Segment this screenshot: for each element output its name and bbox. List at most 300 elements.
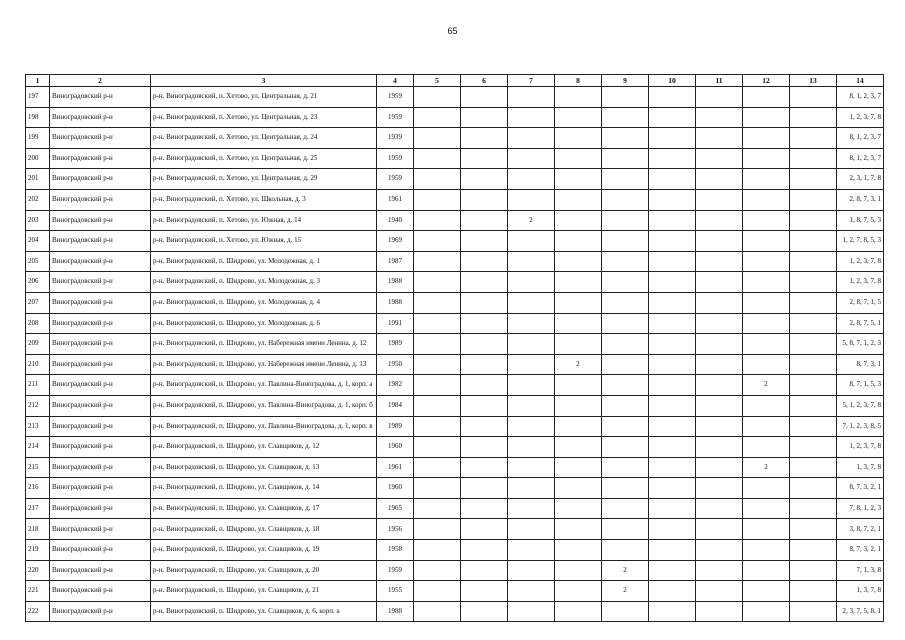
address-cell: р-н. Виноградовский, п. Шидрово, ул. Молодежная, д. 6 [151, 313, 377, 334]
row-number-cell: 219 [26, 540, 50, 561]
column-14-cell: 2, 8, 7, 3, 1 [837, 189, 884, 210]
column-12-cell [743, 169, 790, 190]
column-11-cell [696, 354, 743, 375]
district-cell: Виноградовский р-н [50, 128, 151, 149]
column-13-cell [790, 189, 837, 210]
column-8-cell [555, 251, 602, 272]
column-5-cell [414, 354, 461, 375]
column-7-cell [508, 313, 555, 334]
column-9-cell [602, 189, 649, 210]
table-row [26, 272, 884, 293]
year-cell: 1987 [377, 251, 414, 272]
column-7-cell [508, 334, 555, 355]
column-13-cell [790, 416, 837, 437]
column-8-cell [555, 87, 602, 108]
column-6-cell [461, 128, 508, 149]
row-number-cell: 216 [26, 478, 50, 499]
column-9-cell [602, 354, 649, 375]
table-row [26, 210, 884, 231]
column-6-cell [461, 519, 508, 540]
row-number-cell: 204 [26, 231, 50, 252]
address-cell: р-н. Виноградовский, п. Хетово, ул. Центральная, д. 23 [151, 107, 377, 128]
row-number-cell: 221 [26, 581, 50, 602]
column-14-cell: 3, 8, 7, 2, 1 [837, 519, 884, 540]
address-cell: р-н. Виноградовский, п. Шидрово, ул. Славщиков, д. 12 [151, 437, 377, 458]
page-number: 65 [447, 26, 458, 36]
year-cell: 1989 [377, 416, 414, 437]
column-10-cell [649, 519, 696, 540]
column-10-cell [649, 416, 696, 437]
column-5-cell [414, 231, 461, 252]
table-row [26, 313, 884, 334]
column-10-cell [649, 210, 696, 231]
column-9-cell [602, 231, 649, 252]
column-9-cell [602, 128, 649, 149]
year-cell: 1984 [377, 395, 414, 416]
column-13-cell [790, 231, 837, 252]
column-11-cell [696, 601, 743, 622]
column-7-cell [508, 375, 555, 396]
year-cell: 1959 [377, 169, 414, 190]
column-12-cell [743, 210, 790, 231]
column-13-cell [790, 375, 837, 396]
column-6-cell [461, 354, 508, 375]
column-14-cell: 5, 1, 2, 3, 7, 8 [837, 395, 884, 416]
column-13-cell [790, 334, 837, 355]
district-cell: Виноградовский р-н [50, 437, 151, 458]
column-7-cell [508, 395, 555, 416]
column-12-cell [743, 601, 790, 622]
row-number-cell: 207 [26, 292, 50, 313]
table-header-row [26, 75, 884, 87]
column-10-cell [649, 189, 696, 210]
register-table [25, 74, 884, 622]
year-cell: 1961 [377, 189, 414, 210]
column-5-cell [414, 437, 461, 458]
column-14-cell: 1, 2, 3, 7, 8 [837, 272, 884, 293]
table-row [26, 334, 884, 355]
column-11-cell [696, 375, 743, 396]
column-header: 3 [151, 75, 377, 87]
district-cell: Виноградовский р-н [50, 148, 151, 169]
column-9-cell [602, 251, 649, 272]
column-12-cell [743, 498, 790, 519]
column-12-cell [743, 148, 790, 169]
district-cell: Виноградовский р-н [50, 231, 151, 252]
column-11-cell [696, 478, 743, 499]
address-cell: р-н. Виноградовский, п. Шидрово, ул. Набережная имени Ленина, д. 13 [151, 354, 377, 375]
column-7-cell [508, 251, 555, 272]
column-header: 5 [414, 75, 461, 87]
column-14-cell: 2, 3, 1, 7, 8 [837, 169, 884, 190]
column-5-cell [414, 148, 461, 169]
column-10-cell [649, 601, 696, 622]
table-row [26, 581, 884, 602]
column-11-cell [696, 292, 743, 313]
column-12-cell [743, 416, 790, 437]
year-cell: 1965 [377, 498, 414, 519]
column-7-cell [508, 560, 555, 581]
district-cell: Виноградовский р-н [50, 457, 151, 478]
column-8-cell [555, 210, 602, 231]
address-cell: р-н. Виноградовский, п. Хетово, ул. Школьная, д. 3 [151, 189, 377, 210]
column-14-cell: 1, 2, 7, 8, 5, 3 [837, 231, 884, 252]
column-10-cell [649, 169, 696, 190]
column-9-cell [602, 478, 649, 499]
column-11-cell [696, 251, 743, 272]
district-cell: Виноградовский р-н [50, 313, 151, 334]
column-6-cell [461, 292, 508, 313]
column-11-cell [696, 416, 743, 437]
column-7-cell [508, 581, 555, 602]
column-11-cell [696, 87, 743, 108]
column-11-cell [696, 519, 743, 540]
column-header: 10 [649, 75, 696, 87]
column-14-cell: 2, 8, 7, 1, 5 [837, 292, 884, 313]
column-8-cell [555, 334, 602, 355]
column-5-cell [414, 601, 461, 622]
column-9-cell [602, 416, 649, 437]
column-5-cell [414, 560, 461, 581]
address-cell: р-н. Виноградовский, п. Шидрово, ул. Павлина-Виноградова, д. 1, корп. в [151, 416, 377, 437]
column-12-cell [743, 128, 790, 149]
row-number-cell: 220 [26, 560, 50, 581]
column-12-cell [743, 87, 790, 108]
year-cell: 1959 [377, 107, 414, 128]
column-6-cell [461, 560, 508, 581]
column-7-cell [508, 87, 555, 108]
column-12-cell [743, 540, 790, 561]
column-5-cell [414, 107, 461, 128]
column-7-cell [508, 498, 555, 519]
table-row [26, 375, 884, 396]
column-10-cell [649, 395, 696, 416]
row-number-cell: 201 [26, 169, 50, 190]
row-number-cell: 208 [26, 313, 50, 334]
table-row [26, 128, 884, 149]
table-row [26, 251, 884, 272]
column-13-cell [790, 581, 837, 602]
address-cell: р-н. Виноградовский, п. Шидрово, ул. Славщиков, д. 19 [151, 540, 377, 561]
column-9-cell [602, 107, 649, 128]
column-8-cell [555, 169, 602, 190]
table-row [26, 107, 884, 128]
column-7-cell [508, 519, 555, 540]
year-cell: 1961 [377, 457, 414, 478]
column-5-cell [414, 87, 461, 108]
column-14-cell: 5, 8, 7, 1, 2, 3 [837, 334, 884, 355]
column-11-cell [696, 231, 743, 252]
table-row [26, 169, 884, 190]
row-number-cell: 209 [26, 334, 50, 355]
column-6-cell [461, 478, 508, 499]
column-5-cell [414, 375, 461, 396]
column-9-cell [602, 210, 649, 231]
column-header: 7 [508, 75, 555, 87]
column-11-cell [696, 581, 743, 602]
column-10-cell [649, 560, 696, 581]
column-9-cell [602, 292, 649, 313]
column-9-cell [602, 272, 649, 293]
table-row [26, 437, 884, 458]
address-cell: р-н. Виноградовский, п. Хетово, ул. Южная, д. 14 [151, 210, 377, 231]
year-cell: 1940 [377, 210, 414, 231]
column-8-cell [555, 581, 602, 602]
column-12-cell [743, 189, 790, 210]
column-11-cell [696, 540, 743, 561]
row-number-cell: 206 [26, 272, 50, 293]
column-6-cell [461, 148, 508, 169]
column-10-cell [649, 498, 696, 519]
column-13-cell [790, 560, 837, 581]
column-13-cell [790, 169, 837, 190]
column-5-cell [414, 292, 461, 313]
district-cell: Виноградовский р-н [50, 375, 151, 396]
address-cell: р-н. Виноградовский, п. Шидрово, ул. Набережная имени Ленина, д. 12 [151, 334, 377, 355]
column-14-cell: 1, 2, 3, 7, 8 [837, 437, 884, 458]
row-number-cell: 218 [26, 519, 50, 540]
column-5-cell [414, 169, 461, 190]
column-header: 14 [837, 75, 884, 87]
column-6-cell [461, 437, 508, 458]
column-6-cell [461, 334, 508, 355]
district-cell: Виноградовский р-н [50, 169, 151, 190]
column-10-cell [649, 231, 696, 252]
column-12-cell [743, 334, 790, 355]
year-cell: 1958 [377, 540, 414, 561]
column-7-cell [508, 457, 555, 478]
column-7-cell [508, 107, 555, 128]
year-cell: 1988 [377, 601, 414, 622]
column-11-cell [696, 148, 743, 169]
column-5-cell [414, 334, 461, 355]
column-7-cell [508, 416, 555, 437]
column-11-cell [696, 107, 743, 128]
column-10-cell [649, 107, 696, 128]
district-cell: Виноградовский р-н [50, 354, 151, 375]
address-cell: р-н. Виноградовский, п. Шидрово, ул. Славщиков, д. 20 [151, 560, 377, 581]
column-8-cell [555, 519, 602, 540]
column-13-cell [790, 87, 837, 108]
table-row [26, 416, 884, 437]
year-cell: 1955 [377, 581, 414, 602]
column-12-cell [743, 313, 790, 334]
year-cell: 1959 [377, 560, 414, 581]
row-number-cell: 203 [26, 210, 50, 231]
column-header: 12 [743, 75, 790, 87]
column-8-cell [555, 416, 602, 437]
column-6-cell [461, 189, 508, 210]
column-10-cell [649, 540, 696, 561]
column-6-cell [461, 581, 508, 602]
column-12-cell [743, 231, 790, 252]
column-10-cell [649, 313, 696, 334]
column-10-cell [649, 581, 696, 602]
column-10-cell [649, 87, 696, 108]
district-cell: Виноградовский р-н [50, 87, 151, 108]
year-cell: 1939 [377, 128, 414, 149]
column-12-cell [743, 560, 790, 581]
address-cell: р-н. Виноградовский, п. Шидрово, ул. Славщиков, д. 18 [151, 519, 377, 540]
column-5-cell [414, 457, 461, 478]
column-11-cell [696, 498, 743, 519]
column-5-cell [414, 478, 461, 499]
column-7-cell [508, 354, 555, 375]
column-11-cell [696, 272, 743, 293]
year-cell: 1960 [377, 478, 414, 499]
table-body [26, 87, 884, 622]
column-9-cell [602, 375, 649, 396]
column-12-cell [743, 437, 790, 458]
district-cell: Виноградовский р-н [50, 107, 151, 128]
column-10-cell [649, 375, 696, 396]
column-7-cell [508, 540, 555, 561]
table-row [26, 231, 884, 252]
year-cell: 1989 [377, 334, 414, 355]
column-10-cell [649, 292, 696, 313]
column-8-cell [555, 540, 602, 561]
column-10-cell [649, 437, 696, 458]
column-7-cell: 2 [508, 210, 555, 231]
column-13-cell [790, 354, 837, 375]
column-14-cell: 8, 7, 3, 1 [837, 354, 884, 375]
row-number-cell: 217 [26, 498, 50, 519]
table-row [26, 395, 884, 416]
column-8-cell [555, 560, 602, 581]
year-cell: 1982 [377, 375, 414, 396]
column-header: 8 [555, 75, 602, 87]
district-cell: Виноградовский р-н [50, 540, 151, 561]
column-9-cell [602, 148, 649, 169]
column-12-cell: 2 [743, 375, 790, 396]
address-cell: р-н. Виноградовский, п. Шидрово, ул. Павлина-Виноградова, д. 1, корп. б [151, 395, 377, 416]
column-14-cell: 8, 1, 2, 3, 7 [837, 148, 884, 169]
column-10-cell [649, 354, 696, 375]
column-11-cell [696, 169, 743, 190]
district-cell: Виноградовский р-н [50, 601, 151, 622]
column-12-cell [743, 292, 790, 313]
column-6-cell [461, 231, 508, 252]
column-13-cell [790, 540, 837, 561]
column-11-cell [696, 128, 743, 149]
table-row [26, 601, 884, 622]
address-cell: р-н. Виноградовский, п. Шидрово, ул. Павлина-Виноградова, д. 1, корп. а [151, 375, 377, 396]
column-8-cell [555, 395, 602, 416]
column-14-cell: 8, 7, 3, 2, 1 [837, 540, 884, 561]
column-14-cell: 1, 3, 7, 8 [837, 581, 884, 602]
column-8-cell [555, 128, 602, 149]
column-8-cell [555, 375, 602, 396]
column-9-cell: 2 [602, 581, 649, 602]
column-14-cell: 1, 2, 3, 7, 8 [837, 107, 884, 128]
column-7-cell [508, 128, 555, 149]
column-8-cell [555, 457, 602, 478]
column-8-cell [555, 231, 602, 252]
column-13-cell [790, 128, 837, 149]
address-cell: р-н. Виноградовский, п. Хетово, ул. Центральная, д. 29 [151, 169, 377, 190]
column-12-cell [743, 581, 790, 602]
year-cell: 1991 [377, 313, 414, 334]
row-number-cell: 205 [26, 251, 50, 272]
column-14-cell: 2, 3, 7, 5, 8, 1 [837, 601, 884, 622]
column-8-cell: 2 [555, 354, 602, 375]
column-8-cell [555, 478, 602, 499]
column-10-cell [649, 272, 696, 293]
column-13-cell [790, 601, 837, 622]
column-14-cell: 1, 2, 3, 7, 8 [837, 251, 884, 272]
column-9-cell [602, 437, 649, 458]
address-cell: р-н. Виноградовский, п. Шидрово, ул. Славщиков, д. 13 [151, 457, 377, 478]
column-5-cell [414, 395, 461, 416]
column-12-cell: 2 [743, 457, 790, 478]
address-cell: р-н. Виноградовский, п. Шидрово, ул. Молодежная, д. 4 [151, 292, 377, 313]
column-6-cell [461, 210, 508, 231]
address-cell: р-н. Виноградовский, п. Шидрово, ул. Славщиков, д. 17 [151, 498, 377, 519]
column-11-cell [696, 560, 743, 581]
column-9-cell [602, 540, 649, 561]
column-14-cell: 7, 1, 2, 3, 8, 5 [837, 416, 884, 437]
column-5-cell [414, 272, 461, 293]
district-cell: Виноградовский р-н [50, 519, 151, 540]
table-row [26, 540, 884, 561]
district-cell: Виноградовский р-н [50, 210, 151, 231]
column-12-cell [743, 354, 790, 375]
row-number-cell: 222 [26, 601, 50, 622]
address-cell: р-н. Виноградовский, п. Хетово, ул. Центральная, д. 24 [151, 128, 377, 149]
column-header: 1 [26, 75, 50, 87]
column-7-cell [508, 478, 555, 499]
column-14-cell: 8, 1, 2, 3, 7 [837, 87, 884, 108]
column-8-cell [555, 498, 602, 519]
column-5-cell [414, 540, 461, 561]
column-7-cell [508, 148, 555, 169]
column-14-cell: 8, 1, 2, 3, 7 [837, 128, 884, 149]
column-13-cell [790, 251, 837, 272]
district-cell: Виноградовский р-н [50, 334, 151, 355]
column-11-cell [696, 437, 743, 458]
table-row [26, 457, 884, 478]
column-header: 4 [377, 75, 414, 87]
column-header: 2 [50, 75, 151, 87]
column-header: 6 [461, 75, 508, 87]
column-14-cell: 1, 8, 7, 5, 3 [837, 210, 884, 231]
year-cell: 1956 [377, 519, 414, 540]
year-cell: 1950 [377, 354, 414, 375]
column-7-cell [508, 437, 555, 458]
year-cell: 1988 [377, 292, 414, 313]
column-13-cell [790, 148, 837, 169]
column-7-cell [508, 272, 555, 293]
column-5-cell [414, 210, 461, 231]
table-row [26, 354, 884, 375]
row-number-cell: 212 [26, 395, 50, 416]
year-cell: 1960 [377, 437, 414, 458]
column-5-cell [414, 251, 461, 272]
column-5-cell [414, 189, 461, 210]
row-number-cell: 215 [26, 457, 50, 478]
column-6-cell [461, 313, 508, 334]
row-number-cell: 214 [26, 437, 50, 458]
column-8-cell [555, 601, 602, 622]
column-9-cell [602, 519, 649, 540]
column-6-cell [461, 601, 508, 622]
column-5-cell [414, 313, 461, 334]
column-7-cell [508, 601, 555, 622]
year-cell: 1969 [377, 231, 414, 252]
address-cell: р-н. Виноградовский, п. Шидрово, ул. Славщиков, д. 21 [151, 581, 377, 602]
table-row [26, 87, 884, 108]
address-cell: р-н. Виноградовский, п. Хетово, ул. Центральная, д. 21 [151, 87, 377, 108]
